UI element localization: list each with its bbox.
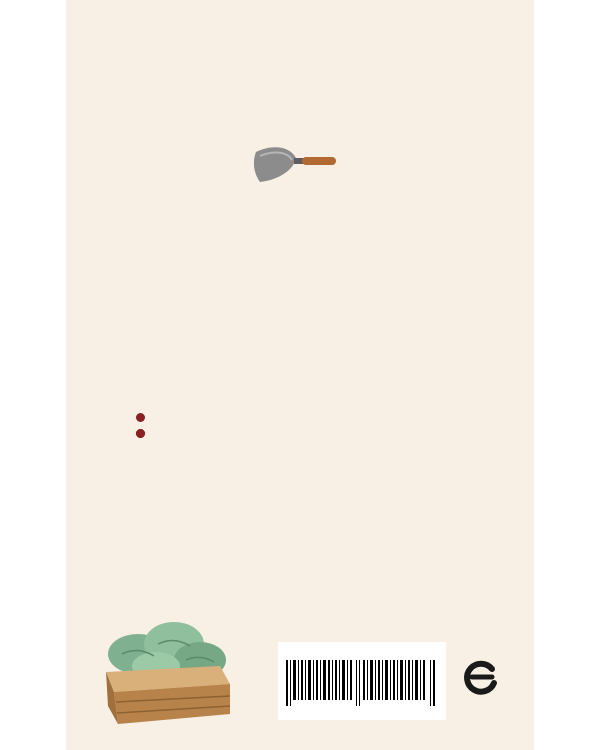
bullet-icon	[136, 429, 145, 438]
in-this-book-list	[136, 405, 496, 421]
barcode-box	[278, 642, 446, 720]
publisher-logo-icon	[458, 655, 502, 699]
bullet-icon	[136, 413, 145, 422]
trowel-icon	[250, 140, 340, 186]
back-cover	[66, 0, 534, 750]
barcode-icon	[286, 660, 438, 706]
garden-bed-icon	[96, 610, 236, 728]
